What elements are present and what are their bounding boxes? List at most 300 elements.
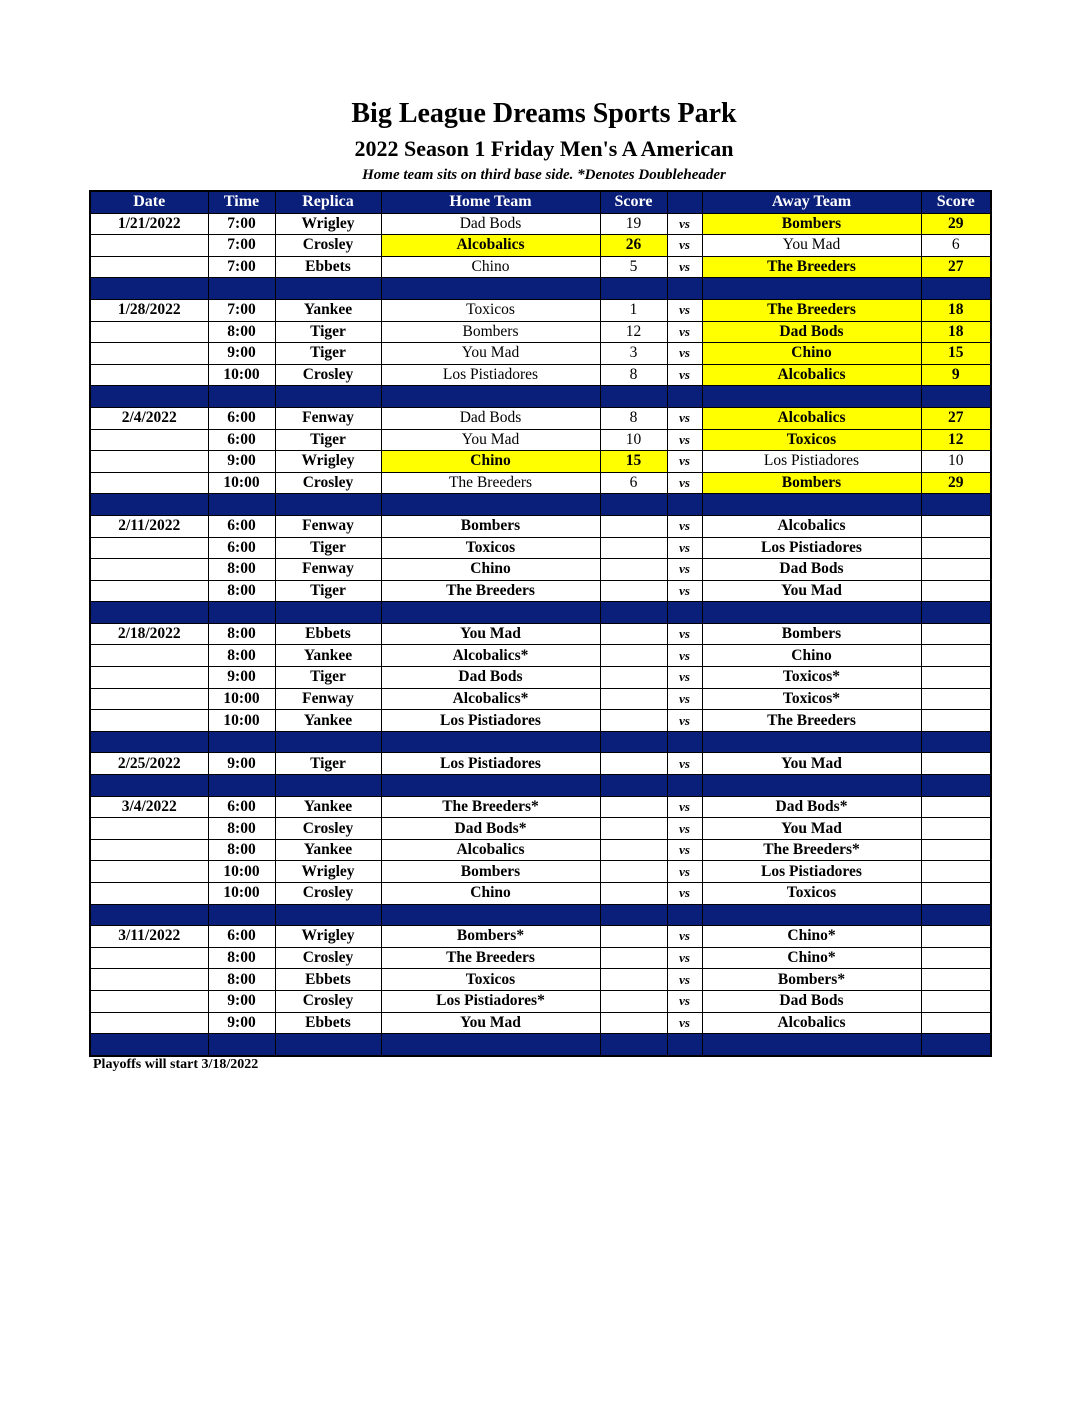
vs-label: vs <box>667 321 702 343</box>
game-field: Yankee <box>275 645 381 667</box>
away-score: 27 <box>921 256 991 278</box>
game-date: 3/4/2022 <box>90 796 208 818</box>
away-team: Toxicos <box>702 883 921 905</box>
away-team: The Breeders* <box>702 839 921 861</box>
week-separator-row <box>90 904 991 926</box>
vs-label: vs <box>667 926 702 948</box>
game-field: Wrigley <box>275 451 381 473</box>
home-score <box>600 796 667 818</box>
schedule-note: Home team sits on third base side. *Denotes Doubleheader <box>362 167 726 183</box>
separator-cell <box>600 386 667 408</box>
away-team: Alcobalics <box>702 1012 921 1034</box>
col-header-date: Date <box>90 191 208 213</box>
home-score: 12 <box>600 321 667 343</box>
separator-cell <box>275 775 381 797</box>
away-team: Bombers <box>702 623 921 645</box>
away-score <box>921 580 991 602</box>
game-time: 6:00 <box>208 537 275 559</box>
separator-cell <box>702 602 921 624</box>
game-time: 10:00 <box>208 364 275 386</box>
home-team: Bombers <box>381 861 600 883</box>
home-score: 6 <box>600 472 667 494</box>
away-team: Alcobalics <box>702 515 921 537</box>
game-field: Wrigley <box>275 861 381 883</box>
away-score <box>921 883 991 905</box>
away-team: You Mad <box>702 818 921 840</box>
game-field: Fenway <box>275 515 381 537</box>
vs-label: vs <box>667 753 702 775</box>
home-score: 3 <box>600 343 667 365</box>
home-team: You Mad <box>381 343 600 365</box>
game-date <box>90 235 208 257</box>
separator-cell <box>667 1034 702 1056</box>
vs-label: vs <box>667 969 702 991</box>
separator-cell <box>208 775 275 797</box>
home-team: Bombers <box>381 515 600 537</box>
vs-label: vs <box>667 667 702 689</box>
vs-label: vs <box>667 990 702 1012</box>
separator-cell <box>702 494 921 516</box>
table-row <box>90 883 991 905</box>
game-time: 7:00 <box>208 299 275 321</box>
game-date: 2/11/2022 <box>90 515 208 537</box>
table-row <box>90 256 991 278</box>
game-time: 7:00 <box>208 235 275 257</box>
page-title: Big League Dreams Sports Park <box>351 98 737 129</box>
away-team: Alcobalics <box>702 364 921 386</box>
vs-label: vs <box>667 559 702 581</box>
game-field: Tiger <box>275 667 381 689</box>
table-row <box>90 515 991 537</box>
home-team: Dad Bods* <box>381 818 600 840</box>
home-score <box>600 559 667 581</box>
away-score <box>921 645 991 667</box>
separator-cell <box>208 602 275 624</box>
table-row <box>90 818 991 840</box>
separator-cell <box>208 386 275 408</box>
game-date <box>90 472 208 494</box>
separator-cell <box>275 278 381 300</box>
home-team: Alcobalics* <box>381 688 600 710</box>
separator-cell <box>921 386 991 408</box>
away-score <box>921 688 991 710</box>
vs-label: vs <box>667 818 702 840</box>
home-team: The Breeders* <box>381 796 600 818</box>
home-score <box>600 667 667 689</box>
table-row <box>90 407 991 429</box>
game-field: Yankee <box>275 710 381 732</box>
separator-cell <box>381 904 600 926</box>
separator-cell <box>921 602 991 624</box>
game-time: 7:00 <box>208 213 275 235</box>
table-row <box>90 343 991 365</box>
vs-label: vs <box>667 883 702 905</box>
col-header-away-score: Score <box>921 191 991 213</box>
col-header-time: Time <box>208 191 275 213</box>
home-team: Los Pistiadores <box>381 753 600 775</box>
separator-cell <box>702 731 921 753</box>
away-team: Chino <box>702 343 921 365</box>
vs-label: vs <box>667 861 702 883</box>
game-time: 6:00 <box>208 429 275 451</box>
table-row <box>90 537 991 559</box>
game-date: 2/18/2022 <box>90 623 208 645</box>
game-field: Ebbets <box>275 1012 381 1034</box>
home-team: Los Pistiadores <box>381 364 600 386</box>
away-score <box>921 947 991 969</box>
table-row <box>90 710 991 732</box>
away-score <box>921 990 991 1012</box>
game-field: Tiger <box>275 753 381 775</box>
home-team: Toxicos <box>381 969 600 991</box>
home-team: Chino <box>381 451 600 473</box>
table-row <box>90 364 991 386</box>
home-score <box>600 580 667 602</box>
home-score <box>600 710 667 732</box>
separator-cell <box>667 731 702 753</box>
game-date <box>90 580 208 602</box>
game-time: 10:00 <box>208 710 275 732</box>
away-score <box>921 969 991 991</box>
home-score <box>600 688 667 710</box>
game-field: Crosley <box>275 947 381 969</box>
away-score: 10 <box>921 451 991 473</box>
vs-label: vs <box>667 1012 702 1034</box>
table-row <box>90 839 991 861</box>
game-field: Wrigley <box>275 213 381 235</box>
home-team: Chino <box>381 883 600 905</box>
game-field: Fenway <box>275 559 381 581</box>
away-team: Los Pistiadores <box>702 451 921 473</box>
away-score: 12 <box>921 429 991 451</box>
away-score <box>921 926 991 948</box>
home-score <box>600 753 667 775</box>
game-date: 1/21/2022 <box>90 213 208 235</box>
separator-cell <box>667 386 702 408</box>
home-team: Los Pistiadores* <box>381 990 600 1012</box>
separator-cell <box>208 904 275 926</box>
game-time: 8:00 <box>208 645 275 667</box>
away-team: Toxicos* <box>702 688 921 710</box>
game-date <box>90 947 208 969</box>
game-time: 8:00 <box>208 947 275 969</box>
home-score: 5 <box>600 256 667 278</box>
vs-label: vs <box>667 256 702 278</box>
week-separator-row <box>90 494 991 516</box>
week-separator-row <box>90 386 991 408</box>
game-date: 2/25/2022 <box>90 753 208 775</box>
game-time: 6:00 <box>208 926 275 948</box>
away-score <box>921 1012 991 1034</box>
separator-cell <box>381 1034 600 1056</box>
home-team: Alcobalics <box>381 839 600 861</box>
week-separator-row <box>90 775 991 797</box>
game-field: Fenway <box>275 688 381 710</box>
away-score <box>921 623 991 645</box>
game-time: 9:00 <box>208 667 275 689</box>
away-team: You Mad <box>702 235 921 257</box>
away-team: Alcobalics <box>702 407 921 429</box>
table-row <box>90 1012 991 1034</box>
game-time: 10:00 <box>208 472 275 494</box>
separator-cell <box>208 1034 275 1056</box>
table-row <box>90 990 991 1012</box>
game-date: 1/28/2022 <box>90 299 208 321</box>
game-field: Tiger <box>275 429 381 451</box>
away-team: Dad Bods <box>702 990 921 1012</box>
vs-label: vs <box>667 515 702 537</box>
away-score: 18 <box>921 299 991 321</box>
vs-label: vs <box>667 407 702 429</box>
away-score <box>921 537 991 559</box>
home-score <box>600 818 667 840</box>
vs-label: vs <box>667 710 702 732</box>
game-time: 8:00 <box>208 580 275 602</box>
table-row <box>90 667 991 689</box>
game-date <box>90 559 208 581</box>
home-team: Alcobalics <box>381 235 600 257</box>
game-field: Yankee <box>275 839 381 861</box>
game-field: Tiger <box>275 537 381 559</box>
away-team: Bombers* <box>702 969 921 991</box>
game-field: Ebbets <box>275 969 381 991</box>
game-time: 6:00 <box>208 407 275 429</box>
away-score <box>921 515 991 537</box>
home-score <box>600 839 667 861</box>
separator-cell <box>667 775 702 797</box>
col-header-home-team: Home Team <box>381 191 600 213</box>
away-score <box>921 861 991 883</box>
vs-label: vs <box>667 429 702 451</box>
vs-label: vs <box>667 839 702 861</box>
separator-cell <box>275 904 381 926</box>
home-team: Los Pistiadores <box>381 710 600 732</box>
game-date <box>90 667 208 689</box>
away-team: Dad Bods <box>702 559 921 581</box>
game-time: 9:00 <box>208 1012 275 1034</box>
game-date <box>90 429 208 451</box>
game-time: 9:00 <box>208 753 275 775</box>
separator-cell <box>600 904 667 926</box>
game-field: Yankee <box>275 796 381 818</box>
table-row <box>90 429 991 451</box>
away-score <box>921 710 991 732</box>
game-date <box>90 839 208 861</box>
away-score <box>921 559 991 581</box>
game-time: 8:00 <box>208 839 275 861</box>
schedule-table <box>89 190 992 1057</box>
separator-cell <box>275 602 381 624</box>
game-time: 8:00 <box>208 559 275 581</box>
vs-label: vs <box>667 947 702 969</box>
game-time: 8:00 <box>208 623 275 645</box>
away-team: The Breeders <box>702 299 921 321</box>
col-header-vs <box>667 191 702 213</box>
away-team: Los Pistiadores <box>702 861 921 883</box>
home-score <box>600 947 667 969</box>
vs-label: vs <box>667 235 702 257</box>
separator-cell <box>275 494 381 516</box>
home-score: 15 <box>600 451 667 473</box>
game-field: Fenway <box>275 407 381 429</box>
game-time: 8:00 <box>208 321 275 343</box>
game-field: Tiger <box>275 580 381 602</box>
game-time: 10:00 <box>208 861 275 883</box>
game-date <box>90 688 208 710</box>
game-time: 10:00 <box>208 688 275 710</box>
game-date <box>90 537 208 559</box>
game-date <box>90 969 208 991</box>
home-team: The Breeders <box>381 947 600 969</box>
table-row <box>90 796 991 818</box>
away-team: Dad Bods* <box>702 796 921 818</box>
separator-cell <box>600 602 667 624</box>
away-score <box>921 818 991 840</box>
separator-cell <box>90 278 208 300</box>
table-row <box>90 969 991 991</box>
separator-cell <box>702 278 921 300</box>
separator-cell <box>275 731 381 753</box>
home-team: You Mad <box>381 429 600 451</box>
away-score: 29 <box>921 472 991 494</box>
table-row <box>90 559 991 581</box>
game-field: Crosley <box>275 883 381 905</box>
away-team: You Mad <box>702 753 921 775</box>
vs-label: vs <box>667 537 702 559</box>
game-field: Wrigley <box>275 926 381 948</box>
table-header-row <box>90 191 991 213</box>
week-separator-row <box>90 602 991 624</box>
game-time: 9:00 <box>208 451 275 473</box>
game-date <box>90 645 208 667</box>
away-score: 6 <box>921 235 991 257</box>
separator-cell <box>208 731 275 753</box>
game-date <box>90 710 208 732</box>
game-field: Tiger <box>275 343 381 365</box>
vs-label: vs <box>667 299 702 321</box>
home-score <box>600 623 667 645</box>
home-team: You Mad <box>381 623 600 645</box>
separator-cell <box>702 1034 921 1056</box>
game-time: 6:00 <box>208 796 275 818</box>
separator-cell <box>600 1034 667 1056</box>
game-date <box>90 1012 208 1034</box>
separator-cell <box>381 386 600 408</box>
away-team: Los Pistiadores <box>702 537 921 559</box>
vs-label: vs <box>667 213 702 235</box>
separator-cell <box>90 602 208 624</box>
table-row <box>90 753 991 775</box>
game-date <box>90 883 208 905</box>
game-date <box>90 256 208 278</box>
game-date <box>90 818 208 840</box>
game-time: 10:00 <box>208 883 275 905</box>
separator-cell <box>667 904 702 926</box>
home-team: Dad Bods <box>381 407 600 429</box>
week-separator-row <box>90 278 991 300</box>
home-score <box>600 537 667 559</box>
game-field: Crosley <box>275 818 381 840</box>
separator-cell <box>275 1034 381 1056</box>
table-row <box>90 213 991 235</box>
separator-cell <box>381 775 600 797</box>
home-score <box>600 969 667 991</box>
separator-cell <box>921 775 991 797</box>
home-score <box>600 645 667 667</box>
away-score: 18 <box>921 321 991 343</box>
home-score <box>600 926 667 948</box>
separator-cell <box>275 386 381 408</box>
separator-cell <box>702 386 921 408</box>
away-score <box>921 839 991 861</box>
away-score: 29 <box>921 213 991 235</box>
playoffs-note: Playoffs will start 3/18/2022 <box>93 1057 259 1072</box>
game-time: 8:00 <box>208 969 275 991</box>
away-score: 15 <box>921 343 991 365</box>
separator-cell <box>921 904 991 926</box>
home-team: Chino <box>381 559 600 581</box>
game-date <box>90 451 208 473</box>
separator-cell <box>208 494 275 516</box>
separator-cell <box>90 731 208 753</box>
game-date <box>90 343 208 365</box>
game-field: Crosley <box>275 235 381 257</box>
away-score <box>921 796 991 818</box>
col-header-replica: Replica <box>275 191 381 213</box>
table-row <box>90 861 991 883</box>
schedule-body <box>90 213 991 1056</box>
vs-label: vs <box>667 364 702 386</box>
game-field: Crosley <box>275 364 381 386</box>
vs-label: vs <box>667 472 702 494</box>
away-team: Toxicos <box>702 429 921 451</box>
col-header-away-team: Away Team <box>702 191 921 213</box>
game-field: Crosley <box>275 472 381 494</box>
table-row <box>90 947 991 969</box>
home-team: Dad Bods <box>381 667 600 689</box>
away-team: The Breeders <box>702 256 921 278</box>
home-team: Chino <box>381 256 600 278</box>
game-time: 6:00 <box>208 515 275 537</box>
vs-label: vs <box>667 580 702 602</box>
vs-label: vs <box>667 688 702 710</box>
separator-cell <box>208 278 275 300</box>
away-team: Bombers <box>702 213 921 235</box>
vs-label: vs <box>667 343 702 365</box>
col-header-home-score: Score <box>600 191 667 213</box>
separator-cell <box>90 775 208 797</box>
home-team: Alcobalics* <box>381 645 600 667</box>
away-score <box>921 667 991 689</box>
separator-cell <box>600 278 667 300</box>
separator-cell <box>921 278 991 300</box>
table-row <box>90 321 991 343</box>
home-team: The Breeders <box>381 472 600 494</box>
away-score <box>921 753 991 775</box>
home-team: Toxicos <box>381 299 600 321</box>
game-field: Tiger <box>275 321 381 343</box>
separator-cell <box>90 1034 208 1056</box>
game-time: 9:00 <box>208 343 275 365</box>
home-score: 10 <box>600 429 667 451</box>
week-separator-row <box>90 731 991 753</box>
game-date <box>90 990 208 1012</box>
home-team: Dad Bods <box>381 213 600 235</box>
home-team: Bombers <box>381 321 600 343</box>
away-score: 27 <box>921 407 991 429</box>
vs-label: vs <box>667 796 702 818</box>
home-score: 1 <box>600 299 667 321</box>
